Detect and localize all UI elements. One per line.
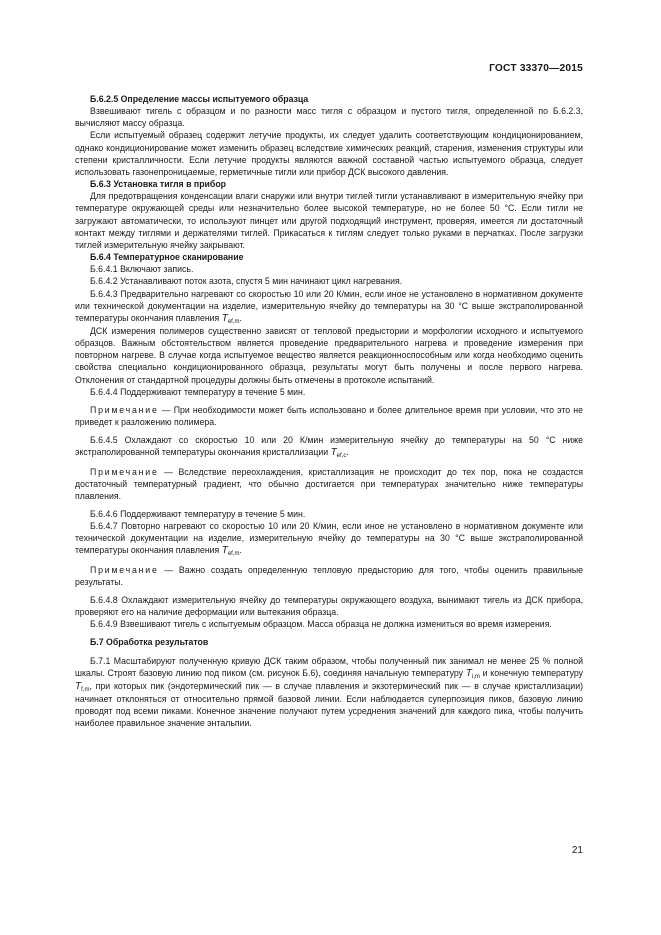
- paragraph: Б.6.4.4 Поддерживают температуру в течение 5 мин.: [90, 386, 306, 397]
- symbol-t: T: [75, 680, 82, 692]
- paragraph: Б.6.4.8 Охлаждают измерительную ячейку до температуры окружающего воздуха, вынимают тигель из ДСК прибора, проверяют его на наличие деформации или вытекания образца.: [75, 594, 583, 618]
- note-1: Примечание — При необходимости может быть использовано и более длительное время при условии, что это не приведет к разложению полимера.: [75, 404, 583, 428]
- paragraph-b645: Б.6.4.5 Охлаждают со скоростью 10 или 20 К/мин измерительную ячейку до температуры на 50 °С ниже экстраполированной температуры окончания кристаллизации $T_{ef,c}$.: [75, 435, 583, 460]
- note-2: Примечание — Вследствие переохлаждения, кристаллизация не происходит до тех пор, пока не создастся достаточный температурный градиент, что обычно достигается при температурах значительно ниже температуры плавления.: [75, 466, 583, 501]
- section-heading-b625: Б.6.2.5 Определение массы испытуемого образца: [90, 94, 309, 104]
- section-heading-b63: Б.6.3 Установка тигля в прибор: [90, 179, 227, 190]
- paragraph: Б.6.4.9 Взвешивают тигель с испытуемым образцом. Масса образца не должна измениться во время измерения.: [90, 619, 552, 630]
- note-label: Примечание: [90, 564, 159, 575]
- paragraph-b71: Б.7.1 Масштабируют полученную кривую ДСК таким образом, чтобы полученный пик занимал не менее 25 % полной шкалы. Строят базовую линию под пиком (см. рисунок Б.6), соединяя начальную температуру $T_{i,m}$ и конечную температуру $T_{f,m}$, при которых пик (эндотермический пик — в случае плавления и экзотермический пик — в случае кристаллизации) начинает отклоняться от относительно прямой базовой линии. Если наблюдается суперпозиция пиков, базовую линию проводят под всеми пиками. Конечное значение получают путем усреднения значений для каждого пика, чтобы получить наиболее правильное значение энтальпии.: [75, 655, 584, 729]
- paragraph: ДСК измерения полимеров существенно зависят от тепловой предыстории и морфологии исходного и испытуемого образцов. Важным обстоятельством является проведение предварительного нагрева и проведение измерения при повторном нагреве. В случае когда испытуемое вещество является реакционноспособным или когда необходимо оценить свойства специально кондиционированного образца, результаты могут быть получены и после первого нагрева. Отклонения от стандартной процедуры должны быть отмечены в протоколе испытаний.: [75, 325, 583, 385]
- section-heading-b64: Б.6.4 Температурное сканирование: [90, 252, 244, 263]
- note-label: Примечание: [90, 404, 159, 415]
- note-label: Примечание: [90, 466, 159, 477]
- symbol-t: T: [330, 447, 337, 459]
- symbol-t: T: [465, 667, 472, 679]
- paragraph: Б.6.4.1 Включают запись.: [90, 264, 194, 275]
- symbol-t: T: [221, 545, 228, 557]
- section-heading-b7: Б.7 Обработка результатов: [90, 637, 209, 648]
- symbol-t: T: [221, 312, 228, 324]
- paragraph-b647: Б.6.4.7 Повторно нагревают со скоростью 10 или 20 К/мин, если иное не установлено в нормативном документе или технической документации на изделие, измерительную ячейку до температуры на 30 °С выше экстраполированной температуры окончания плавления $T_{ef,m}$.: [75, 521, 583, 558]
- paragraph-b643: Б.6.4.3 Предварительно нагревают со скоростью 10 или 20 К/мин, если иное не установлено в нормативном документе или технической документации на изделие, измерительную ячейку до температуры на 30 °С выше экстраполированной температуры окончания плавления $T_{ef,m}$.: [75, 288, 583, 325]
- paragraph: Б.6.4.2 Устанавливают поток азота, спустя 5 мин начинают цикл нагревания.: [90, 276, 403, 287]
- document-body: [75, 93, 583, 730]
- paragraph: Б.6.4.6 Поддерживают температуру в течение 5 мин.: [90, 509, 306, 519]
- paragraph: Если испытуемый образец содержит летучие продукты, их следует удалить соответствующим кондиционированием, однако кондиционирование может изменить образец вследствие химических реакций, старения, изменения структуры или степени кристалличности. Если летучие продукты являются важной составной частью испытуемого образца, следует использовать газонепроницаемые, герметичные тигли или прибор ДСК высокого давления.: [75, 130, 583, 177]
- page-number: 21: [571, 845, 583, 856]
- note-3: Примечание — Важно создать определенную тепловую предысторию для того, чтобы оценить правильные результаты.: [75, 564, 583, 587]
- paragraph: Взвешивают тигель с образцом и по разности масс тигля с образцом и пустого тигля, определенной по Б.6.2.3, вычисляют массу образца.: [75, 106, 583, 129]
- document-header: ГОСТ 33370—2015: [489, 63, 583, 74]
- paragraph: Для предотвращения конденсации влаги снаружи или внутри тиглей тигли устанавливают в измерительную ячейку при температуре окружающей среды или незначительно более высокой температуре, но не более 50 °С. Если тигли не загружают автоматически, то используют пинцет или другой подходящий инструмент, проверяя, имеется ли достаточный контакт между тиглями и держателями тиглей. Прикасаться к тиглям следует только руками в перчатках. После загрузки тиглей измерительную ячейку закрывают.: [75, 191, 583, 250]
